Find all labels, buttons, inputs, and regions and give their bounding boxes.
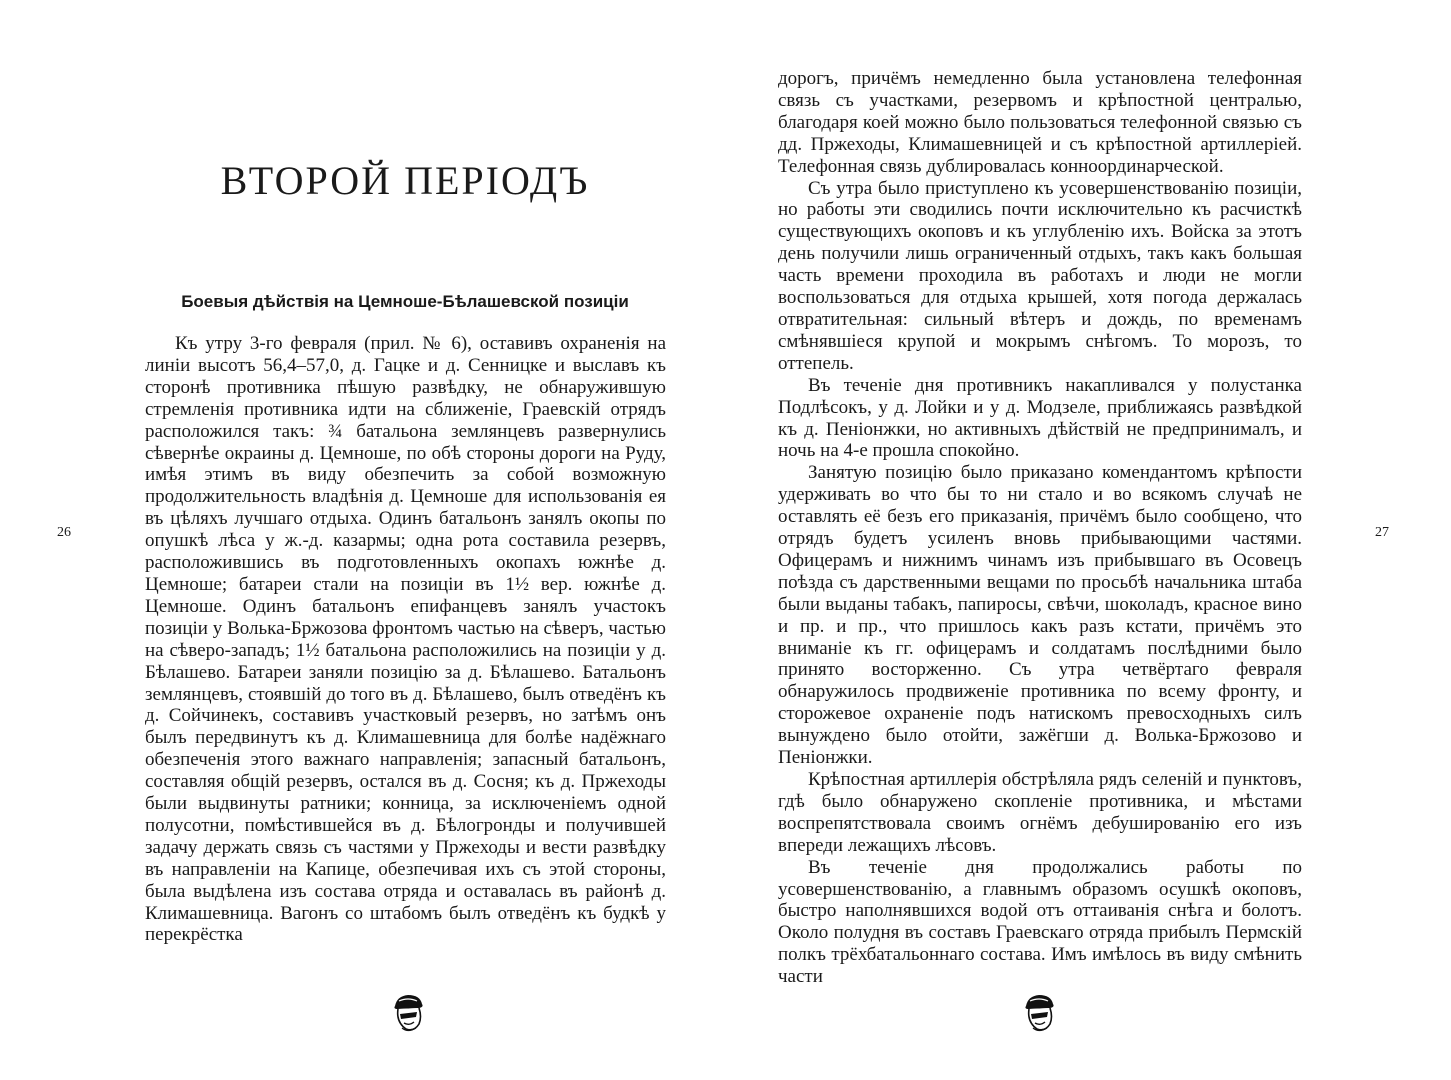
soldier-head-emblem-icon <box>1019 992 1059 1034</box>
right-page-body <box>778 68 1302 988</box>
left-page-body <box>145 333 666 946</box>
paragraph: Занятую позицію было приказано комендантомъ крѣпости удерживать во что бы то ни стало и во всякомъ случаѣ не оставлять её безъ его приказанія, причёмъ было сообщено, что отрядъ будетъ усиленъ вновь прибывающими частями. Офицерамъ и нижнимъ чинамъ изъ прибывшаго въ Осовецъ поѣзда съ дарственными вещами по просьбѣ начальника штаба были выданы табакъ, папиросы, свѣчи, шоколадъ, красное вино и пр. и пр., что пришлось какъ разъ кстати, причёмъ это вниманіе къ гг. офицерамъ и солдатамъ послѣдними было принято восторженно. Съ утра четвёртаго февраля обнаружилось продвиженіе противника по всему фронту, и сторожевое охраненіе подъ натискомъ превосходныхъ силъ вынуждено было отойти, зажёгши д. Волька-Бржозово и Пеніонжки. <box>778 462 1302 769</box>
page-number-right: 27 <box>1375 525 1389 540</box>
paragraph: Крѣпостная артиллерія обстрѣляла рядъ селеній и пунктовъ, гдѣ было обнаружено скопленіе противника, и мѣстами воспрепятствовала своимъ огнёмъ дебушированію его изъ впереди лежащихъ лѣсовъ. <box>778 769 1302 856</box>
page-number-left: 26 <box>57 525 71 540</box>
paragraph: Съ утра было приступлено къ усовершенствованію позиціи, но работы эти сводились почти исключительно къ расчисткѣ существующихъ окоповъ и къ углубленію ихъ. Войска за этотъ день получили лишь ограниченный отдыхъ, такъ какъ большая часть времени проходила въ работахъ и люди не могли воспользоваться для отдыха крышей, хотя погода держалась отвратительная: сильный вѣтеръ и дождь, по временамъ смѣнявшіеся крупой и мокрымъ снѣгомъ. То морозъ, то оттепель. <box>778 177 1302 374</box>
soldier-head-emblem-icon <box>388 992 428 1034</box>
left-page <box>0 0 725 1080</box>
section-heading: Боевыя дѣйствія на Цемноше-Бѣлашевской позиціи <box>181 292 629 311</box>
paragraph: дорогъ, причёмъ немедленно была установлена телефонная связь съ участками, резервомъ и крѣпостной централью, благодаря коей можно было пользоваться телефонной связью съ дд. Пржеходы, Климашевницей и съ крѣпостной артиллеріей. Телефонная связь дублировалась конноординарческой. <box>778 68 1302 177</box>
right-page <box>725 0 1451 1080</box>
paragraph: Къ утру 3-го февраля (прил. № 6), оставивъ охраненія на линіи высотъ 56,4–57,0, д. Гацке и д. Сенницке и выславъ къ сторонѣ противника пѣшую развѣдку, не обнаружившую стремленія противника идти на сближеніе, Граевскій отрядъ расположился такъ: ¾ батальона землянцевъ развернулись сѣвернѣе окраины д. Цемноше, по обѣ стороны дороги на Руду, имѣя этимъ въ виду обезпечить за собой возможную продолжительность владѣнія д. Цемноше для использованія ея въ цѣляхъ лучшаго отдыха. Одинъ батальонъ занялъ окопы по опушкѣ лѣса у ж.-д. казармы; одна рота составила резервъ, расположившись въ подготовленныхъ окопахъ южнѣе д. Цемноше; батареи стали на позиціи въ 1½ вер. южнѣе д. Цемноше. Одинъ батальонъ епифанцевъ занялъ участокъ позиціи у Волька-Бржозова фронтомъ частью на сѣверъ, частью на сѣверо-западъ; 1½ батальона расположились на позиціи у д. Бѣлашево. Батареи заняли позицію за д. Бѣлашево. Батальонъ землянцевъ, стоявшій до того въ д. Бѣлашево, былъ отведёнъ къ д. Сойчинекъ, составивъ участковый резервъ, но затѣмъ онъ былъ передвинутъ къ д. Климашевница для болѣе надёжнаго обезпеченія этого важнаго направленія; запасный батальонъ, составляя общій резервъ, остался въ д. Сосня; къ д. Пржеходы были выдвинуты ратники; конница, за исключеніемъ одной полусотни, помѣстившейся въ д. Бѣлогронды и получившей задачу держать связь съ частями у Пржеходы и вести развѣдку въ направленіи на Капице, обезпечивая ихъ съ этой стороны, была выдѣлена изъ состава отряда и оставалась въ районѣ д. Климашевница. Вагонъ со штабомъ былъ отведёнъ къ будкѣ у перекрёстка <box>145 333 666 946</box>
paragraph: Въ теченіе дня противникъ накапливался у полустанка Подлѣсокъ, у д. Лойки и у д. Модзеле, приближаясь развѣдкой къ д. Пеніонжки, но активныхъ дѣйствій не предпринималъ, и ночь на 4-е прошла спокойно. <box>778 374 1302 462</box>
paragraph: Въ теченіе дня продолжались работы по усовершенствованію, а главнымъ образомъ осушкѣ окоповъ, быстро наполнявшихся водой отъ оттаиванія снѣга и болотъ. Около полудня въ составъ Граевскаго отряда прибылъ Пермскій полкъ трёхбатальоннаго состава. Имъ имѣлось въ виду смѣнить части <box>778 856 1302 988</box>
chapter-title: ВТОРОЙ ПЕРІОДЪ <box>220 158 590 203</box>
